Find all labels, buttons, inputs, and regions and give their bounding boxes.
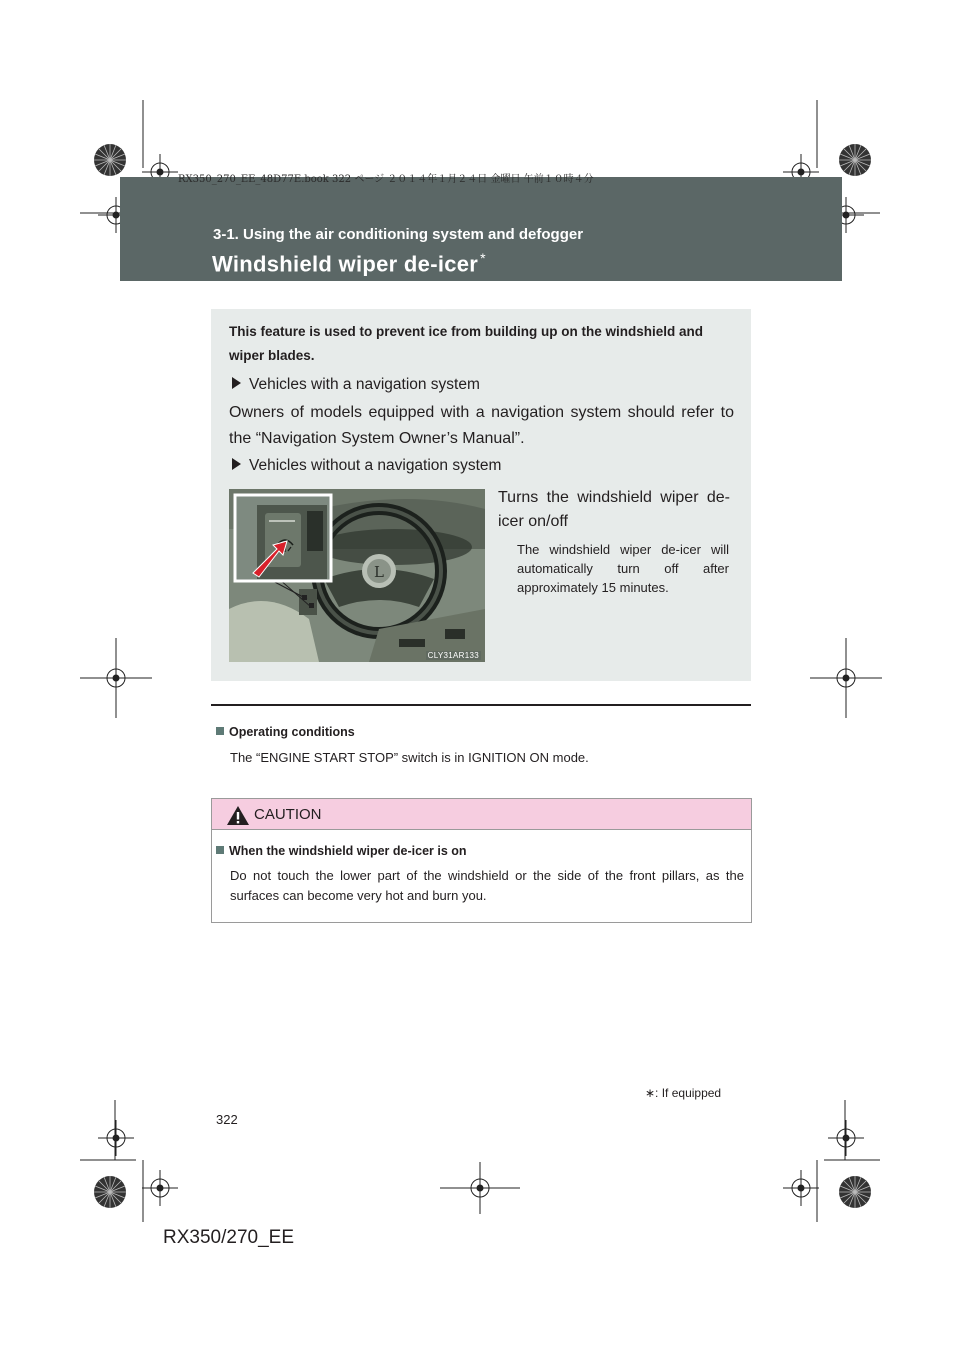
file-stamp: RX350_270_EE_48D77E.book 322 ページ ２０１４年１月２４日 金曜日 午前１０時４分 xyxy=(178,174,594,185)
nonav-heading-text: Vehicles without a navigation system xyxy=(249,457,502,474)
dashboard-photo xyxy=(229,489,485,662)
nonav-heading xyxy=(232,457,501,475)
nav-heading-text: Vehicles with a navigation system xyxy=(249,376,480,393)
triangle-bullet-icon xyxy=(232,377,241,389)
crosshair-mark xyxy=(810,638,882,718)
caution-label: CAUTION xyxy=(254,806,322,823)
operating-conditions-body: The “ENGINE START STOP” switch is in IGNITION ON mode. xyxy=(230,750,589,765)
caution-body: Do not touch the lower part of the windshield or the side of the front pillars, as the surfaces can become very hot and burn you. xyxy=(230,868,744,903)
equipped-marker: * xyxy=(480,250,486,266)
switch-function-text: Turns the windshield wiper de-icer on/off xyxy=(498,489,730,530)
nav-body: Owners of models equipped with a navigation system should refer to the “Navigation System Owner’s Manual”. xyxy=(229,404,734,447)
square-bullet-icon xyxy=(216,727,224,735)
caution-title xyxy=(216,844,467,858)
section-label: 3-1. Using the air conditioning system and defogger xyxy=(213,226,584,243)
crosshair-mark xyxy=(828,1120,864,1156)
crosshair-mark xyxy=(440,1162,520,1214)
sunburst-mark xyxy=(839,144,871,176)
crosshair-mark xyxy=(98,1120,134,1156)
intro-text: This feature is used to prevent ice from building up on the windshield and wiper blades. xyxy=(229,324,704,363)
caution-title-text: When the windshield wiper de-icer is on xyxy=(229,844,467,858)
operating-conditions-title xyxy=(216,725,355,739)
square-bullet-icon xyxy=(216,846,224,854)
operating-conditions-title-text: Operating conditions xyxy=(229,725,355,739)
warning-icon xyxy=(226,805,250,826)
nav-heading xyxy=(232,376,480,394)
svg-text:L: L xyxy=(374,563,384,581)
crosshair-mark xyxy=(142,1170,178,1206)
crosshair-mark xyxy=(783,1170,819,1206)
page-number: 322 xyxy=(216,1112,238,1127)
sunburst-mark xyxy=(94,1176,126,1208)
auto-off-note: The windshield wiper de-icer will automatically turn off after approximately 15 minutes. xyxy=(517,542,729,595)
page-title xyxy=(212,250,486,277)
model-code: RX350/270_EE xyxy=(163,1227,294,1248)
crosshair-mark xyxy=(80,638,152,718)
triangle-bullet-icon xyxy=(232,458,241,470)
sunburst-mark xyxy=(839,1176,871,1208)
page-title-text: Windshield wiper de-icer xyxy=(212,251,479,277)
section-divider xyxy=(211,704,751,706)
sunburst-mark xyxy=(94,144,126,176)
dashboard-illustration xyxy=(229,489,485,662)
figure-code: CLY31AR133 xyxy=(427,651,479,660)
footnote: ∗: If equipped xyxy=(645,1086,722,1100)
